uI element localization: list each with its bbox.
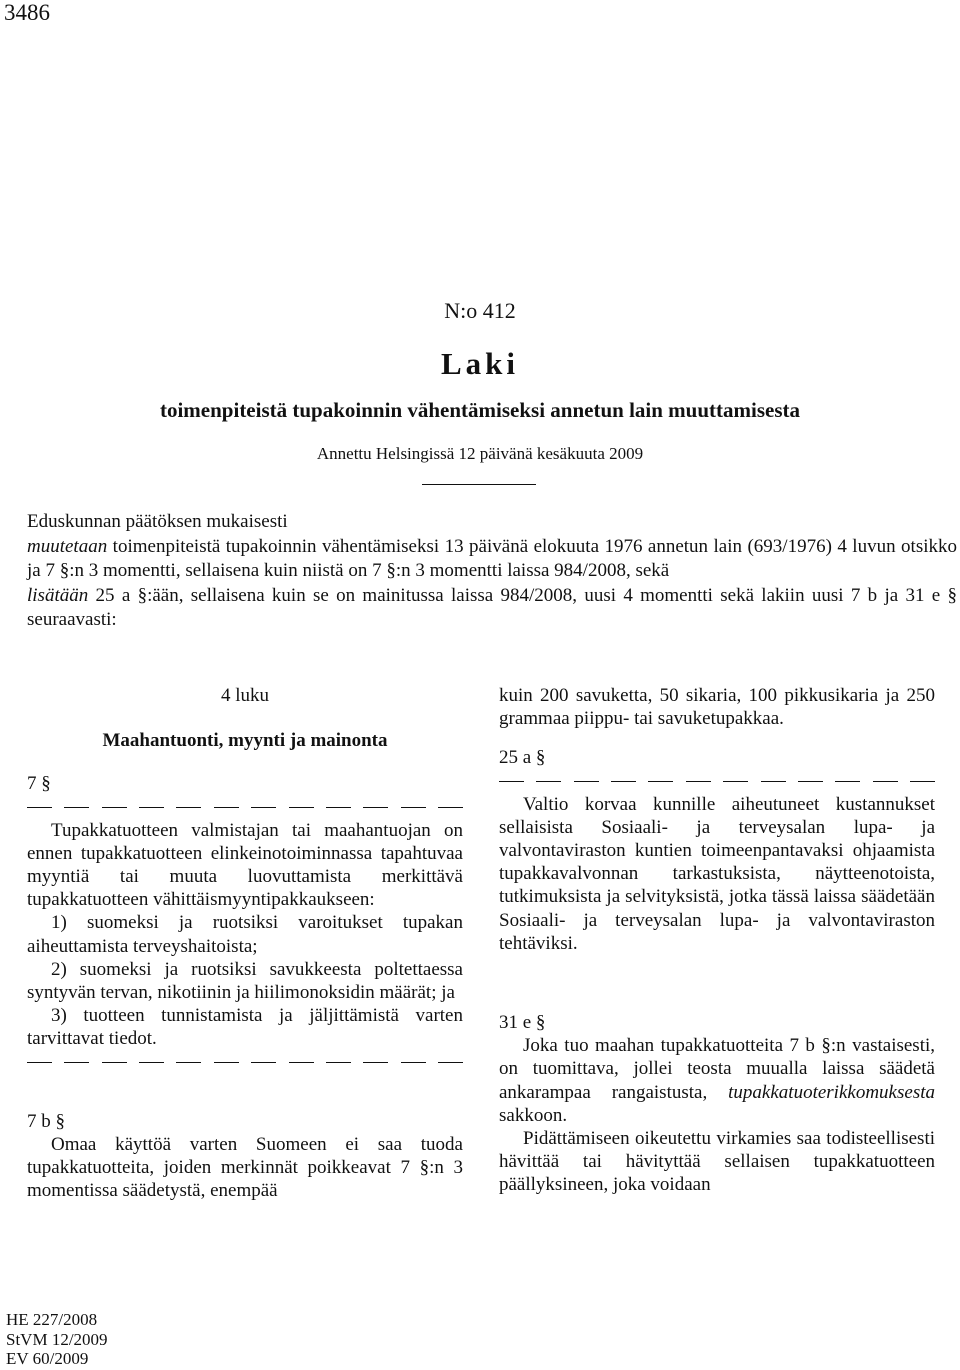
omission-rule — [27, 1051, 463, 1074]
section-31e-text-a: Joka tuo maahan tupakkatuotteita 7 b §:n vastaisesti, on tuomittava, jollei teosta muualla laissa säädetä ankarampaa rangaistusta, — [499, 1035, 935, 1103]
title-divider — [422, 484, 536, 485]
act-type: Laki — [440, 346, 520, 381]
preamble-amend — [27, 535, 957, 584]
footer-ref-he: HE 227/2008 — [6, 1310, 98, 1329]
section-31e-heading: 31 e § — [499, 1012, 546, 1034]
act-title: toimenpiteistä tupakoinnin vähentämiseksi annetun lain muuttamisesta — [159, 398, 801, 422]
section-7-item-1: 1) suomeksi ja ruotsiksi varoitukset tupakan aiheuttamista terveyshaitoista; — [27, 912, 463, 957]
preamble — [27, 510, 957, 633]
add-keyword: lisätään — [27, 584, 89, 606]
amend-keyword: muutetaan — [27, 535, 108, 557]
preamble-add — [27, 584, 957, 633]
section-25a-text: Valtio korvaa kunnille aiheutuneet kustannukset sellaisista Sosiaali- ja terveysalan lupa- ja valvontaviraston kuntien toimeenpantavaksi ohjaamista tupakkavalvonnan tarkastuksista, näytteenotoista, tutkimuksista ja selvityksistä, jotka tässä laissa säädetään Sosiaali- ja terveysalan lupa- ja valvontaviraston tehtäviksi. — [499, 793, 935, 954]
section-7-item-2: 2) suomeksi ja ruotsiksi savukkeesta poltettaessa syntyvän tervan, nikotiinin ja hiilimonoksidin määrät; ja — [27, 958, 463, 1004]
chapter-number: 4 luku — [220, 685, 270, 706]
footer-ref-stvm: StVM 12/2009 — [6, 1329, 108, 1349]
section-7b-continued: kuin 200 savuketta, 50 sikaria, 100 pikkusikaria ja 250 grammaa piippu- tai savuketupakkaa. — [499, 685, 935, 730]
offence-name: tupakkatuoterikkomuksesta — [728, 1081, 935, 1103]
chapter-title: Maahantuonti, myynti ja mainonta — [102, 730, 388, 752]
section-25a-heading: 25 a § — [499, 747, 546, 769]
section-7b-text: Omaa käyttöä varten Suomeen ei saa tuoda tupakkatuotteita, joiden merkinnät poikkeavat 7 §:n 3 momentissa säädetystä, enempää — [27, 1133, 463, 1202]
page-number: 3486 — [4, 0, 50, 25]
amend-text: toimenpiteistä tupakoinnin vähentämiseksi 13 päivänä elokuuta 1976 annetun lain (693/1976) 4 luvun otsikko ja 7 §:n 3 momentti, sellaisena kuin niistä on 7 §:n 3 momentti laissa 984/2008, sekä — [27, 535, 957, 581]
section-31e-para-2: Pidättämiseen oikeutettu virkamies saa todisteellisesti hävittää tai hävityttää sellaisen tupakkatuotteen päällyksineen, joka voidaan — [499, 1128, 935, 1196]
legislative-references — [6, 1310, 108, 1369]
section-7-item-3: 3) tuotteen tunnistamista ja jäljittämistä varten tarvittavat tiedot. — [27, 1005, 463, 1050]
add-text: 25 a §:ään, sellaisena kuin se on mainitussa laissa 984/2008, uusi 4 momentti sekä lakiin uusi 7 b ja 31 e § seuraavasti: — [27, 584, 957, 630]
left-column — [27, 684, 463, 1202]
act-date: Annettu Helsingissä 12 päivänä kesäkuuta 2009 — [316, 444, 644, 463]
preamble-intro: Eduskunnan päätöksen mukaisesti — [27, 511, 288, 532]
footer-ref-ev: EV 60/2009 — [6, 1349, 89, 1368]
section-7b-heading: 7 b § — [27, 1110, 65, 1132]
section-7-heading: 7 § — [27, 773, 51, 795]
section-31e-text-b: sakkoon. — [499, 1104, 568, 1126]
omission-rule — [27, 796, 463, 819]
section-31e-text — [499, 1034, 935, 1127]
act-number: N:o 412 — [444, 298, 516, 323]
omission-rule — [499, 770, 935, 793]
section-7-intro: Tupakkatuotteen valmistajan tai maahantuojan on ennen tupakkatuotteen elinkeinotoiminnassa tapahtuvaa myyntiä tai muuta luovuttamista merkittävä tupakkatuotteen vähittäismyyntipakkaukseen: — [27, 819, 463, 911]
right-column — [499, 684, 935, 1197]
